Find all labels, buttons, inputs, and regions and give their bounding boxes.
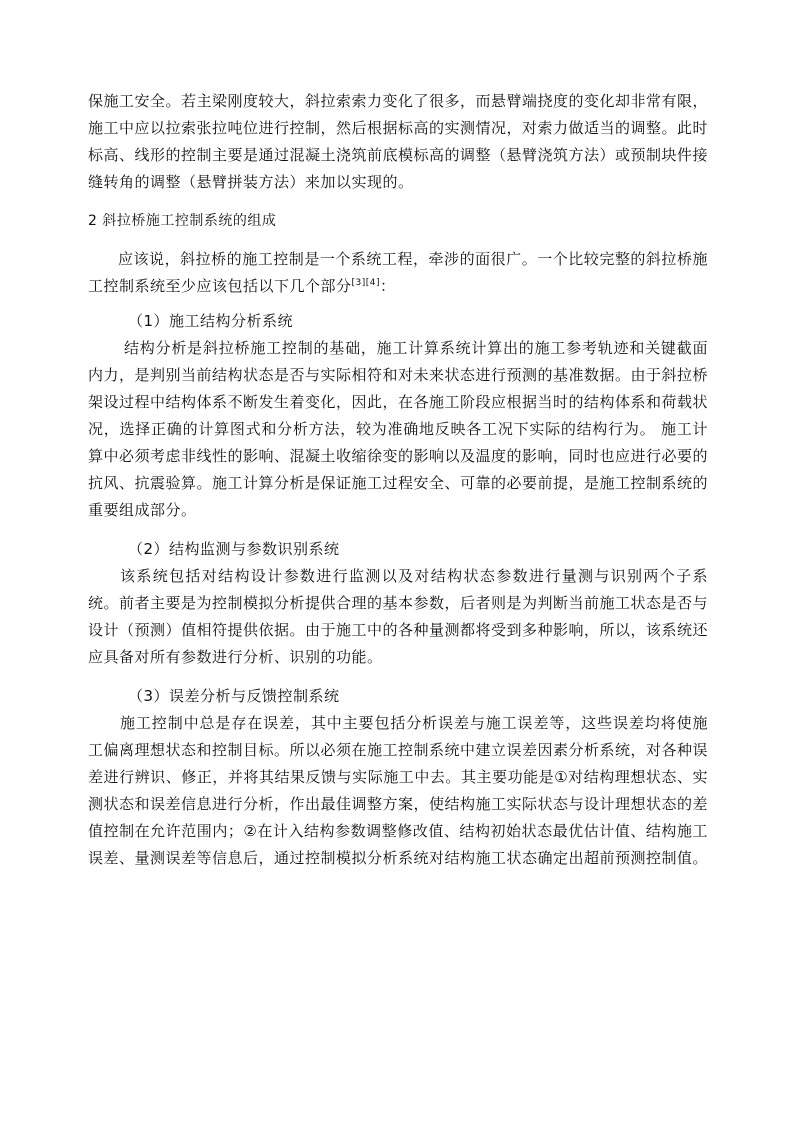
subsection-heading-1: （1）施工结构分析系统: [128, 312, 294, 330]
intro-paragraph: 保施工安全。若主梁刚度较大，斜拉索索力变化了很多，而悬臂端挠度的变化却非常有限，施工中应以拉索张拉吨位进行控制，然后根据标高的实测情况，对索力做适当的调整。此时标高、线形的控制主要是通过混凝土浇筑前底模标高的调整（悬臂浇筑方法）或预制块件接缝转角的调整（悬臂拼装方法）来加以实现的。: [88, 92, 709, 191]
citation-reference: [3][4]: [351, 278, 381, 288]
page-content: [88, 88, 708, 872]
subsection-heading-2: （2）结构监测与参数识别系统: [128, 540, 340, 558]
subsection-body-1: 结构分析是斜拉桥施工控制的基础，施工计算系统计算出的施工参考轨迹和关键截面内力，是判别当前结构状态是否与实际相符和对未来状态进行预测的基准数据。由于斜拉桥架设过程中结构体系不断发生着变化，因此，在各施工阶段应根据当时的结构体系和荷载状况，选择正确的计算图式和分析方法，较为准确地反映各工况下实际的结构行为。 施工计算中必须考虑非线性的影响、混凝土收缩徐变的影响以及温度的影响，同时也应进行必要的抗风、抗震验算。施工计算分析是保证施工过程安全、可靠的必要前提，是施工控制系统的重要组成部分。: [88, 339, 709, 519]
subsection-heading-3: （3）误差分析与反馈控制系统: [128, 687, 340, 705]
section-heading: 2 斜拉桥施工控制系统的组成: [88, 213, 277, 229]
section-lead-text: 应该说，斜拉桥的施工控制是一个系统工程，牵涉的面很广。一个比较完整的斜拉桥施工控制系统至少应该包括以下几个部分: [88, 250, 708, 295]
section-lead-suffix: ：: [380, 277, 396, 295]
section-lead-paragraph: [88, 246, 708, 300]
subsection-body-3: 施工控制中总是存在误差，其中主要包括分析误差与施工误差等，这些误差均将使施工偏离理想状态和控制目标。所以必须在施工控制系统中建立误差因素分析系统，对各种误差进行辨识、修正，并将其结果反馈与实际施工中去。其主要功能是①对结构理想状态、实测状态和误差信息进行分析，作出最佳调整方案，使结构施工实际状态与设计理想状态的差值控制在允许范围内；②在计入结构参数调整修改值、结构初始状态最优估计值、结构施工误差、量测误差等信息后，通过控制模拟分析系统对结构施工状态确定出超前预测控制值。: [88, 714, 709, 867]
subsection-body-2: 该系统包括对结构设计参数进行监测以及对结构状态参数进行量测与识别两个子系统。前者主要是为控制模拟分析提供合理的基本参数，后者则是为判断当前施工状态是否与设计（预测）值相符提供依据。由于施工中的各种量测都将受到多种影响，所以，该系统还应具备对所有参数进行分析、识别的功能。: [88, 567, 709, 666]
